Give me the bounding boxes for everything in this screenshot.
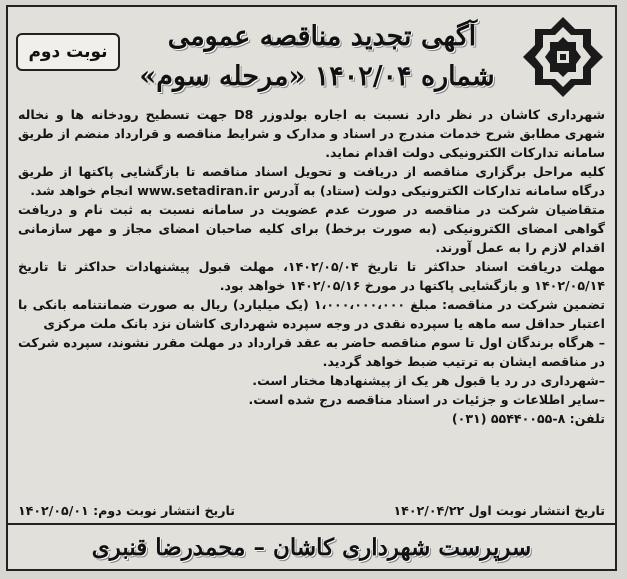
paragraph-intro: شهرداری کاشان در نظر دارد نسبت به اجاره بولدوزر D8 جهت تسطیح رودخانه ها و نخاله شهری مطابق شرح خدمات مندرج در اسناد و مدارک و شرایط مناقصه و قرارداد منضم از طریق سامانه تدارکات الکترونیکی دولت اقدام نماید. [18,107,605,160]
notice-number: شماره ۱۴۰۲/۰۴ «مرحله سوم» [139,61,495,92]
first-publication-date: تاریخ انتشار نوبت اول ۱۴۰۲/۰۴/۲۲ [393,503,605,518]
publication-round-badge: نوبت دوم [16,33,120,71]
second-publication-date: تاریخ انتشار نوبت دوم: ۱۴۰۲/۰۵/۰۱ [18,503,235,518]
paragraph-procedure: کلیه مراحل برگزاری مناقصه از دریافت و تحویل اسناد مناقصه تا بازگشایی پاکتها از طریق درگاه سامانه تدارکات الکترونیکی دولت (ستاد) به آدرس www.setadiran.ir انجام خواهد شد. [18,164,605,198]
kashan-municipality-logo-icon [521,15,605,99]
paragraph-discretion: –شهرداری در رد یا قبول هر یک از پیشنهادها مختار است. [252,373,605,388]
signature-footer: سرپرست شهرداری کاشان – محمدرضا قنبری [8,523,615,569]
paragraph-details: –سایر اطلاعات و جزئیات در اسناد مناقصه درج شده است. [248,392,605,407]
paragraph-deadlines: مهلت دریافت اسناد حداکثر تا تاریخ ۱۴۰۲/۰۵/۰۴، مهلت قبول پیشنهادات حداکثر تا تاریخ ۱۴۰۲/۰۵/۱۴ و بازگشایی پاکتها در مورخ ۱۴۰۲/۰۵/۱۶ خواهد بود. [18,259,605,293]
notice-title: آگهی تجدید مناقصه عمومی [167,21,477,52]
paragraph-guarantee: تضمین شرکت در مناقصه: مبلغ ۱،۰۰۰،۰۰۰،۰۰۰ (یک میلیارد) ریال به صورت ضمانتنامه بانکی با اعتبار حداقل سه ماهه یا سپرده نقدی در وجه سپرده شهرداری کاشان نزد بانک ملت مرکزی [18,297,605,331]
publication-dates [18,503,605,523]
notice-header [8,7,615,105]
notice-body [18,105,605,428]
notice-frame [6,5,617,571]
paragraph-registration: متقاضیان شرکت در مناقصه در صورت عدم عضویت در سامانه نسبت به ثبت نام و دریافت گواهی امضای الکترونیکی (به صورت برخط) برای کلیه صاحبان امضای مجاز و مهر سازمانی اقدام لازم را به عمل آورند. [18,202,605,255]
contact-phone: تلفن: ۸-۵۵۴۴۰۰۵۵ (۰۳۱) [451,411,605,426]
paragraph-forfeit: – هرگاه برندگان اول تا سوم مناقصه حاضر به عقد قرارداد در مهلت مقرر نشوند، سپرده شرکت در مناقصه ایشان به ترتیب ضبط خواهد گردید. [18,335,605,369]
